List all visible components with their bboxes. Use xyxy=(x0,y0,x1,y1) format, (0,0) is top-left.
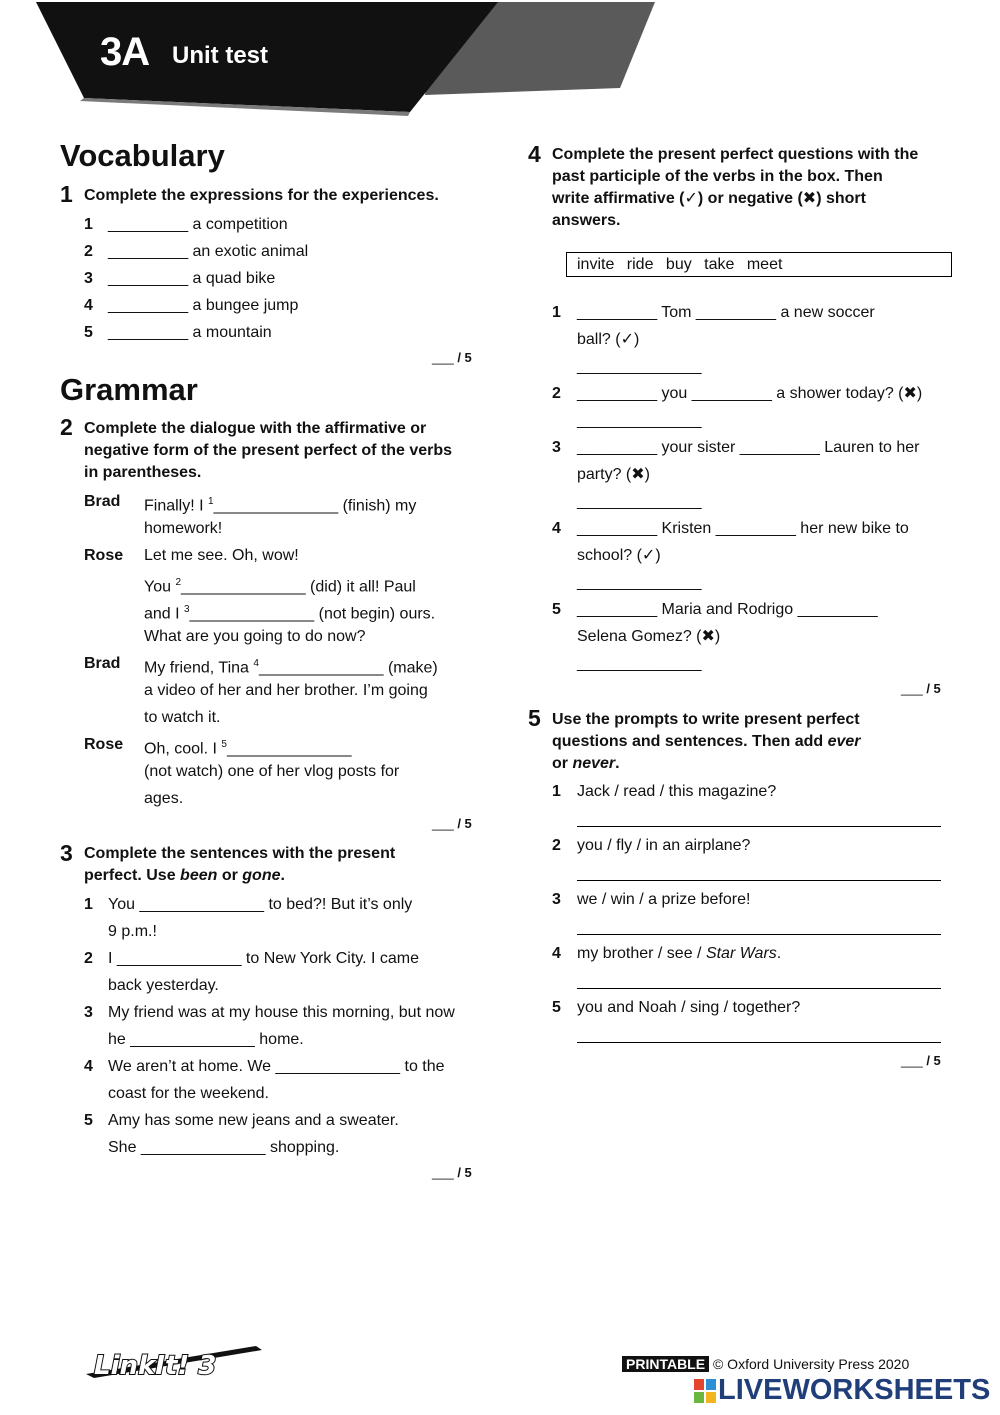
printable-label: PRINTABLE xyxy=(622,1356,709,1372)
prompt-plain: you and Noah / sing / together? xyxy=(577,999,801,1016)
question-3-score: ___ / 5 xyxy=(432,1165,472,1180)
dialogue-text: What are you going to do now? xyxy=(144,628,366,645)
answer-line[interactable] xyxy=(577,988,941,989)
grammar-heading: Grammar xyxy=(60,372,198,407)
item-text: 9 p.m.! xyxy=(108,923,157,940)
dialogue-text: Oh, cool. I xyxy=(144,740,222,758)
item-number: 1 xyxy=(84,896,93,913)
speaker-name: Brad xyxy=(84,655,121,672)
question-number-2: 2 xyxy=(60,414,73,440)
speaker-name: Brad xyxy=(84,493,121,510)
instruction-line: negative form of the present perfect of the verbs xyxy=(84,442,453,459)
question-1-score: ___ / 5 xyxy=(432,350,472,365)
item-text: coast for the weekend. xyxy=(108,1085,269,1102)
unit-title: Unit test xyxy=(172,42,268,69)
item-text: I ______________ to New York City. I came xyxy=(108,950,420,967)
dialogue-line xyxy=(144,542,299,569)
question-2-score: ___ / 5 xyxy=(432,816,472,831)
item-text: _________ your sister _________ Lauren to her xyxy=(577,439,920,456)
item-text: _________ Kristen _________ her new bike to xyxy=(577,520,909,537)
dialogue-gap-text: ______________ (make) xyxy=(258,659,438,677)
speaker-name: Rose xyxy=(84,547,124,564)
dialogue-line xyxy=(144,677,428,704)
dialogue-line xyxy=(144,623,365,650)
dialogue-line xyxy=(144,704,220,731)
item-text: She ______________ shopping. xyxy=(108,1139,340,1156)
instruction-line: Complete the present perfect questions with the xyxy=(552,146,919,163)
item-number: 3 xyxy=(84,1004,93,1021)
item-text: _________ Maria and Rodrigo _________ xyxy=(577,601,878,618)
prompt-text xyxy=(577,940,781,967)
liveworksheets-logo-icon xyxy=(694,1379,716,1403)
list-item xyxy=(84,211,484,238)
item-number: 2 xyxy=(552,837,561,854)
item-text: We aren’t at home. We ______________ to the xyxy=(108,1058,445,1075)
item-number: 4 xyxy=(84,297,93,314)
item-text: ______________ xyxy=(577,655,702,672)
prompt-text xyxy=(577,994,800,1021)
dialogue-gap-text: ______________ xyxy=(226,740,352,758)
gap-number: 3 xyxy=(184,604,190,615)
item-text: Amy has some new jeans and a sweater. xyxy=(108,1112,399,1129)
item-text: _________ an exotic animal xyxy=(108,243,309,260)
item-text: ______________ xyxy=(577,493,702,510)
prompt-title: Star Wars xyxy=(705,945,777,962)
copyright-line xyxy=(622,1356,909,1372)
prompt-plain: we / win / a prize before! xyxy=(577,891,751,908)
question-number-4: 4 xyxy=(528,141,541,167)
item-text: back yesterday. xyxy=(108,977,219,994)
prompt-text xyxy=(577,886,750,913)
dialogue-text: My friend, Tina xyxy=(144,659,254,677)
linkit-logo xyxy=(76,1340,266,1382)
item-number: 3 xyxy=(84,270,93,287)
gap-number: 2 xyxy=(175,577,182,588)
item-text: ______________ xyxy=(577,574,702,591)
item-number: 5 xyxy=(84,1112,93,1129)
answer-line[interactable] xyxy=(577,880,941,881)
question-4-score: ___ / 5 xyxy=(901,681,941,696)
item-number: 5 xyxy=(84,324,93,341)
instruction-line: in parentheses. xyxy=(84,464,202,481)
item-text: _________ a bungee jump xyxy=(108,297,299,314)
linkit-logo-text: LinkIt! 3 xyxy=(94,1351,217,1381)
prompt-text xyxy=(577,778,776,805)
question-number-1: 1 xyxy=(60,181,73,207)
gap-number: 1 xyxy=(208,496,214,507)
instruction-line: answers. xyxy=(552,212,621,229)
instruction-line: past participle of the verbs in the box. Then xyxy=(552,168,883,185)
dialogue-text: ages. xyxy=(144,790,184,807)
item-text: My friend was at my house this morning, but now xyxy=(108,1004,455,1021)
item-text: he ______________ home. xyxy=(108,1031,304,1048)
question-number-5: 5 xyxy=(528,705,541,731)
item-text: party? (✖) xyxy=(577,466,650,483)
prompt-plain: you / fly / in an airplane? xyxy=(577,837,751,854)
copyright-text: © Oxford University Press 2020 xyxy=(712,1356,910,1372)
prompt-text xyxy=(577,832,750,859)
item-text: _________ you _________ a shower today? (✖) xyxy=(577,385,923,402)
item-text: school? (✓) xyxy=(577,547,661,564)
dialogue-text: and I xyxy=(144,605,185,623)
dialogue-text: Let me see. Oh, wow! xyxy=(144,547,299,564)
answer-line[interactable] xyxy=(577,1042,941,1043)
dialogue-line xyxy=(144,785,183,812)
item-number: 4 xyxy=(552,520,561,537)
prompt-plain: Jack / read / this magazine? xyxy=(577,783,777,800)
dialogue-line xyxy=(144,758,399,785)
dialogue-line xyxy=(144,515,222,542)
item-text: _________ a mountain xyxy=(108,324,272,341)
item-number: 1 xyxy=(552,304,561,321)
item-number: 5 xyxy=(552,601,561,618)
item-text: ball? (✓) xyxy=(577,331,640,348)
question-5-instruction: Use the prompts to write present perfect questions and sentences. Then add ever or never. xyxy=(552,711,861,772)
liveworksheets-wordmark: LIVEWORKSHEETS xyxy=(718,1374,991,1406)
item-number: 5 xyxy=(552,999,561,1016)
dialogue-gap-text: ______________ (did) it all! Paul xyxy=(181,578,416,596)
item-number: 4 xyxy=(84,1058,93,1075)
question-3-instruction: Complete the sentences with the present perfect. Use been or gone. xyxy=(84,845,396,884)
answer-line[interactable] xyxy=(577,826,941,827)
answer-line[interactable] xyxy=(577,934,941,935)
item-text: _________ Tom _________ a new soccer xyxy=(577,304,875,321)
item-text: ______________ xyxy=(577,358,702,375)
word-box: invite ride buy take meet xyxy=(566,252,952,277)
item-number: 4 xyxy=(552,945,561,962)
dialogue-text: Finally! I xyxy=(144,497,209,515)
list-item xyxy=(84,319,484,346)
item-text: ______________ xyxy=(577,412,702,429)
question-number-3: 3 xyxy=(60,840,73,866)
item-number: 2 xyxy=(552,385,561,402)
item-number: 1 xyxy=(84,216,93,233)
list-item xyxy=(84,292,484,319)
item-text: _________ a competition xyxy=(108,216,288,233)
prompt-plain: my brother / see / xyxy=(577,945,706,962)
instruction-line: write affirmative (✓) or negative (✖) short xyxy=(552,190,866,207)
list-item xyxy=(84,238,484,265)
item-text: You ______________ to bed?! But it’s only xyxy=(108,896,413,913)
item-number: 3 xyxy=(552,439,561,456)
item-number: 2 xyxy=(84,243,93,260)
dialogue-text: to watch it. xyxy=(144,709,221,726)
gap-number: 5 xyxy=(221,739,227,750)
vocabulary-heading: Vocabulary xyxy=(60,138,225,173)
item-text: _________ a quad bike xyxy=(108,270,276,287)
dialogue-text: homework! xyxy=(144,520,223,537)
dialogue-gap-text: ______________ (finish) my xyxy=(213,497,417,515)
dialogue-gap-text: ______________ (not begin) ours. xyxy=(189,605,436,623)
question-1-instruction: Complete the expressions for the experiences. xyxy=(84,187,439,204)
dialogue-text: You xyxy=(144,578,176,596)
prompt-end: . xyxy=(776,945,782,962)
dialogue-text: (not watch) one of her vlog posts for xyxy=(144,763,400,780)
question-5-score: ___ / 5 xyxy=(901,1053,941,1068)
item-number: 3 xyxy=(552,891,561,908)
unit-code: 3A xyxy=(100,30,150,74)
item-text: Selena Gomez? (✖) xyxy=(577,628,721,645)
speaker-name: Rose xyxy=(84,736,124,753)
item-number: 2 xyxy=(84,950,93,967)
gap-number: 4 xyxy=(253,658,259,669)
item-number: 1 xyxy=(552,783,561,800)
instruction-line: Complete the dialogue with the affirmative or xyxy=(84,420,427,437)
list-item xyxy=(84,265,484,292)
dialogue-text: a video of her and her brother. I’m going xyxy=(144,682,428,699)
